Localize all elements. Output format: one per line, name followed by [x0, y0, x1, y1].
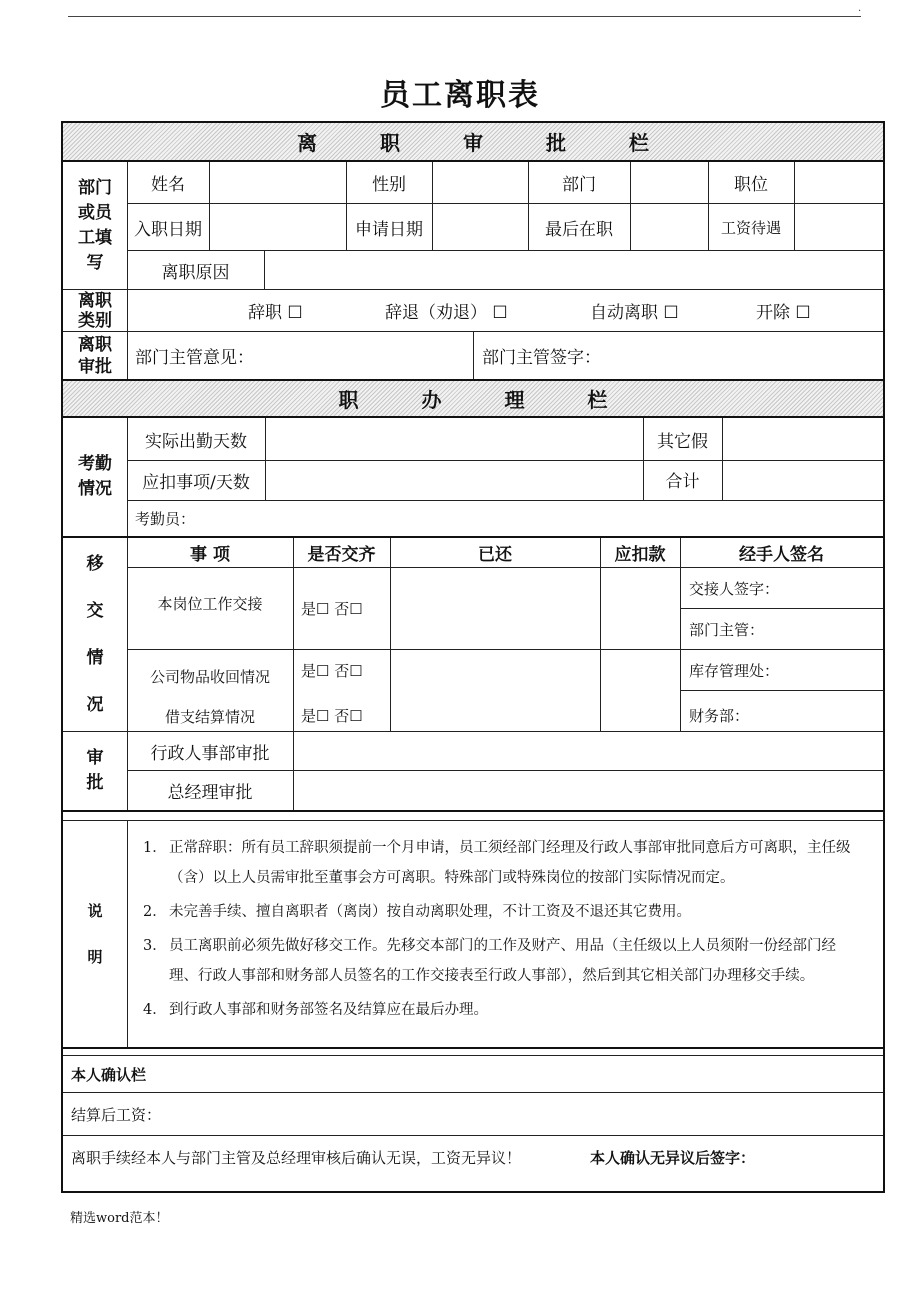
note-1-cont: （含）以上人员需审批至董事会方可离职。特殊部门或特殊岗位的按部门实际情况而定。 — [169, 870, 735, 886]
last-day-value-cell[interactable] — [631, 204, 708, 250]
employee-fill-label-text: 部门或员工填写 — [78, 177, 112, 273]
attendance-label-text: 考勤情况 — [78, 454, 112, 499]
review-label — [63, 732, 127, 810]
transfer-signer-inventory[interactable]: 库存管理处： — [689, 661, 780, 680]
position-label: 职位 — [734, 175, 768, 195]
salary-value-cell[interactable] — [795, 204, 883, 250]
employee-fill-label — [63, 162, 127, 289]
page-title: 员工离职表 — [380, 78, 540, 113]
transfer-row-2-check[interactable]: 是☐ 否☐ — [301, 661, 363, 680]
note-2-num: 2． — [143, 904, 167, 920]
category-option-dismissed[interactable]: 辞退（劝退） ☐ — [385, 303, 508, 323]
note-3-cont: 理、行政人事部和财务部人员签名的工作交接表至行政人事部），然后到其它相关部门办理移交手续。 — [169, 968, 815, 984]
approval-label — [63, 332, 127, 379]
note-3-num: 3． — [143, 938, 167, 954]
transfer-signer-finance[interactable]: 财务部： — [689, 707, 750, 725]
transfer-row-3-item: 借支结算情况 — [164, 708, 255, 726]
category-option-fired[interactable]: 开除 ☐ — [756, 303, 811, 323]
manager-signature[interactable]: 部门主管签字： — [482, 348, 601, 368]
transfer-signer-handover[interactable]: 交接人签字： — [689, 579, 780, 598]
transfer-header-check: 是否交齐 — [307, 545, 376, 565]
manager-opinion[interactable]: 部门主管意见： — [135, 348, 254, 368]
notes-label-text: 说明 — [87, 902, 103, 966]
total-value-cell[interactable] — [723, 461, 883, 500]
transfer-label — [63, 538, 127, 731]
department-value-cell[interactable] — [631, 162, 708, 203]
transfer-row-1-returned[interactable] — [391, 568, 600, 649]
total-label: 合计 — [665, 471, 700, 492]
hire-date-label: 入职日期 — [134, 219, 202, 240]
approval-section-band: 离 职 审 批 栏 — [63, 123, 883, 162]
deductions-label: 应扣事项/天数 — [142, 473, 250, 493]
confirm-title: 本人确认栏 — [71, 1065, 147, 1084]
header-rule — [68, 16, 861, 17]
actual-days-label: 实际出勤天数 — [145, 431, 247, 452]
hr-review-value-cell[interactable] — [294, 732, 883, 770]
reason-label: 离职原因 — [161, 262, 230, 283]
name-label: 姓名 — [151, 175, 185, 195]
note-4-num: 4． — [143, 1002, 167, 1018]
form-frame — [61, 121, 885, 1193]
category-label-text: 离职类别 — [78, 290, 112, 331]
hr-review-label: 行政人事部审批 — [150, 743, 270, 764]
position-value-cell[interactable] — [795, 162, 883, 203]
deductions-value-cell[interactable] — [266, 461, 643, 500]
gender-value-cell[interactable] — [433, 162, 528, 203]
confirm-salary[interactable]: 结算后工资： — [71, 1105, 162, 1124]
note-item-2 — [135, 897, 883, 927]
note-2-text: 未完善手续、擅自离职者（离岗）按自动离职处理，不计工资及不退还其它费用。 — [169, 904, 691, 920]
transfer-signer-dept-manager[interactable]: 部门主管： — [689, 620, 765, 639]
confirm-signature[interactable]: 本人确认无异议后签字： — [590, 1148, 756, 1167]
gender-label: 性别 — [372, 175, 406, 195]
note-3-text: 员工离职前必须先做好移交工作。先移交本部门的工作及财产、用品（主任级以上人员须附一份经部门经 — [169, 938, 836, 954]
transfer-header-returned: 已还 — [478, 545, 512, 565]
transfer-row-1-deduction[interactable] — [601, 568, 680, 649]
other-leave-label: 其它假 — [657, 431, 708, 452]
review-label-text: 审批 — [86, 748, 104, 793]
header-mark: . — [858, 3, 862, 14]
last-day-label: 最后在职 — [545, 219, 613, 240]
transfer-row-2-item: 公司物品收回情况 — [149, 667, 270, 686]
notes-list — [135, 833, 883, 1025]
category-option-self-leave[interactable]: 自动离职 ☐ — [590, 303, 679, 323]
salary-label: 工资待遇 — [720, 218, 781, 237]
actual-days-value-cell[interactable] — [266, 418, 643, 460]
footer-note: 精选word范本！ — [70, 1211, 169, 1226]
note-item-4 — [135, 995, 883, 1025]
category-option-resign[interactable]: 辞职 ☐ — [248, 303, 303, 323]
department-label: 部门 — [562, 175, 596, 195]
note-item-3 — [135, 931, 883, 991]
note-1-num: 1． — [143, 840, 167, 856]
reason-value-cell[interactable] — [265, 251, 883, 289]
attendance-clerk[interactable]: 考勤员： — [135, 510, 196, 528]
note-1-text: 正常辞职：所有员工辞职须提前一个月申请，员工须经部门经理及行政人事部审批同意后方可离职，主任级 — [169, 840, 851, 856]
gm-review-label: 总经理审批 — [167, 783, 253, 803]
transfer-row-1-item: 本岗位工作交接 — [157, 594, 263, 613]
confirm-statement: 离职手续经本人与部门主管及总经理审核后确认无误，工资无异议！ — [71, 1148, 522, 1167]
handling-section-band: 职 办 理 栏 — [63, 379, 883, 418]
transfer-row-1-check[interactable]: 是☐ 否☐ — [301, 600, 363, 618]
hire-date-value-cell[interactable] — [210, 204, 346, 250]
gm-review-value-cell[interactable] — [294, 771, 883, 810]
attendance-label — [63, 418, 127, 536]
apply-date-label: 申请日期 — [355, 219, 423, 240]
note-item-1 — [135, 833, 883, 893]
approval-label-text: 离职审批 — [78, 334, 112, 377]
other-leave-value-cell[interactable] — [723, 418, 883, 460]
category-label — [63, 290, 127, 331]
transfer-label-text: 移交情况 — [86, 553, 104, 715]
apply-date-value-cell[interactable] — [433, 204, 528, 250]
transfer-row-3-check[interactable]: 是☐ 否☐ — [301, 707, 363, 725]
transfer-header-item: 事 项 — [190, 545, 230, 565]
name-value-cell[interactable] — [210, 162, 346, 203]
transfer-header-signer: 经手人签名 — [739, 545, 824, 565]
transfer-header-deduction: 应扣款 — [614, 545, 666, 565]
notes-label — [63, 821, 127, 1047]
note-4-text: 到行政人事部和财务部签名及结算应在最后办理。 — [169, 1002, 488, 1018]
